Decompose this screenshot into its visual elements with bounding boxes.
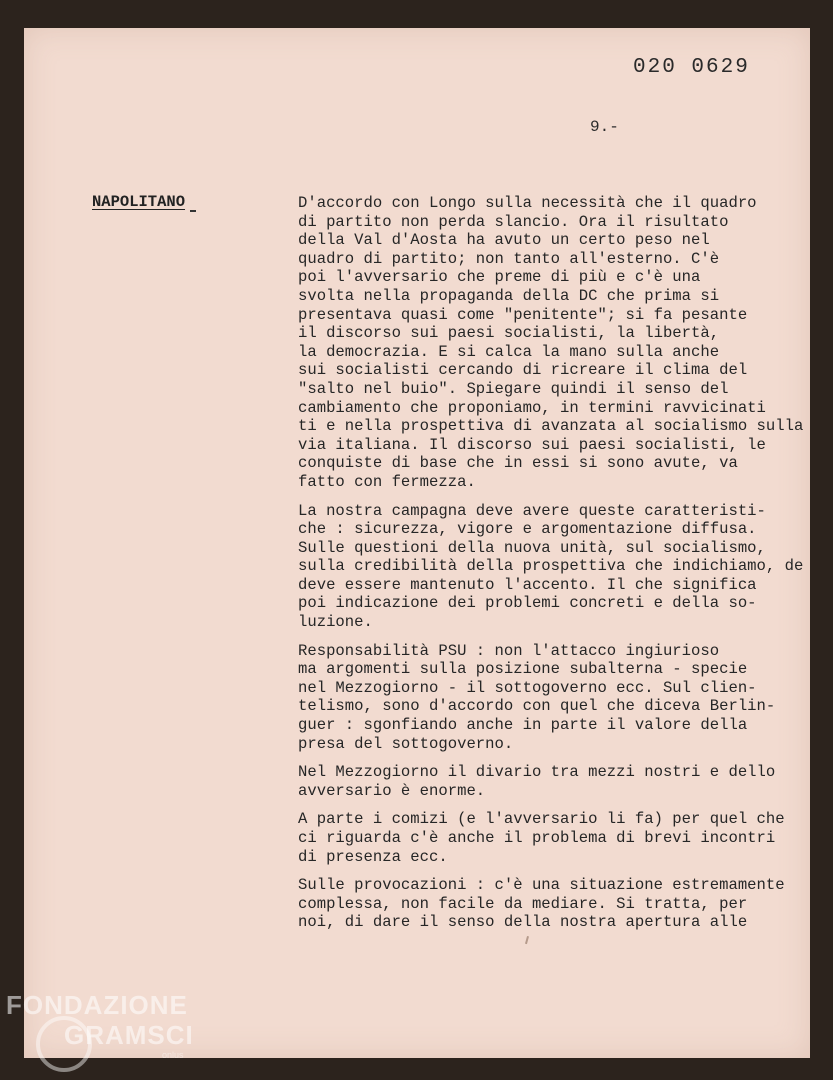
archive-watermark	[6, 990, 194, 1050]
watermark-logo-icon	[36, 1016, 92, 1072]
watermark-suffix: onlus	[162, 1050, 184, 1060]
paragraph-4: Nel Mezzogiorno il divario tra mezzi nostri e dello avversario è enorme.	[298, 763, 776, 800]
transcript-body	[298, 194, 804, 942]
paragraph-5: A parte i comizi (e l'avversario li fa) per quel che ci riguarda c'è anche il problema di brevi incontri di presenza ecc.	[298, 810, 785, 866]
page-number: 9.-	[590, 118, 619, 136]
paragraph-1: D'accordo con Longo sulla necessità che il quadro di partito non perda slancio. Ora il risultato della Val d'Aosta ha avuto un certo peso nel quadro di partito; non tanto all'esterno. C'è poi l'avversario che preme di più e c'è una svolta nella propaganda della DC che prima si presentava quasi come "penitente"; si fa pesante il discorso sui paesi socialisti, la libertà, la democrazia. E si calca la mano sulla anche sui socialisti cercando di ricreare il clima del "salto nel buio". Spiegare quindi il senso del cambiamento che proponiamo, in termini ravvicinati ti e nella prospettiva di avanzata al socialismo sulla via italiana. Il discorso sui paesi socialisti, le conquiste di base che in essi si sono avute, va fatto con fermezza.	[298, 194, 804, 491]
underline-rule	[190, 210, 196, 212]
paragraph-3: Responsabilità PSU : non l'attacco ingiurioso ma argomenti sulla posizione subalterna - specie nel Mezzogiorno - il sottogoverno ecc. Sul clien- telismo, sono d'accordo con quel che diceva Berlin- guer : sgonfiando anche in parte il valore della presa del sottogoverno.	[298, 641, 776, 753]
paragraph-6: Sulle provocazioni : c'è una situazione estremamente complessa, non facile da mediare. Si tratta, per noi, di dare il senso della nostra apertura alle	[298, 876, 785, 932]
watermark-line-1: FONDAZIONE	[6, 990, 188, 1020]
paragraph-2: La nostra campagna deve avere queste caratteristi- che : sicurezza, vigore e argomentazione diffusa. Sulle questioni della nuova unità, sul socialismo, sulla credibilità della prospettiva che indichiamo, de deve essere mantenuto l'accento. Il che significa poi indicazione dei problemi concreti e della so- luzione.	[298, 501, 804, 632]
watermark-line-2: GRAMSCI	[64, 1020, 194, 1050]
document-number: 020 0629	[633, 56, 750, 79]
speaker-name: NAPOLITANO	[92, 193, 186, 211]
